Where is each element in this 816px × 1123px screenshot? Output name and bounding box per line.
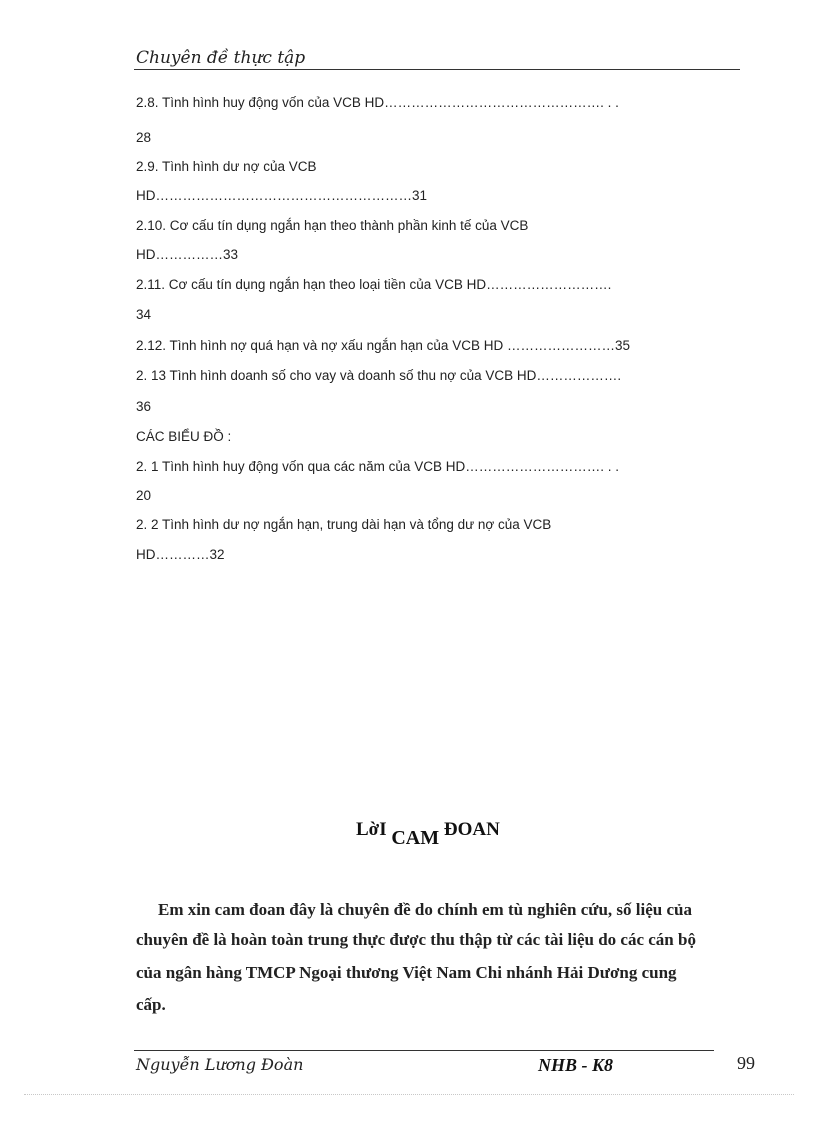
footer-class: NHB - K8 bbox=[538, 1055, 614, 1075]
paragraph-line: Em xin cam đoan đây là chuyên đề do chính em tù nghiên cứu, số liệu của bbox=[158, 900, 692, 919]
toc-heading: CÁC BIỂU ĐỒ : bbox=[136, 429, 232, 444]
toc-line: 2.11. Cơ cấu tín dụng ngắn hạn theo loại tiền của VCB HD………………………. bbox=[136, 277, 612, 292]
footer-author: Nguyễn Lương Đoàn bbox=[136, 1055, 304, 1074]
toc-line: 36 bbox=[136, 399, 152, 414]
toc-line: 2. 1 Tình hình huy động vốn qua các năm của VCB HD…………………………. . . bbox=[136, 459, 619, 474]
header-rule bbox=[134, 69, 740, 70]
section-title-part: ĐOAN bbox=[443, 819, 500, 840]
toc-line: 2. 2 Tình hình dư nợ ngắn hạn, trung dài hạn và tổng dư nợ của VCB bbox=[136, 517, 552, 532]
toc-line: 2.12. Tình hình nợ quá hạn và nợ xấu ngắn hạn của VCB HD ……………………35 bbox=[136, 338, 630, 353]
paragraph-line: chuyên đề là hoàn toàn trung thực được thu thập từ các tài liệu do các cán bộ bbox=[136, 930, 696, 949]
toc-line: 28 bbox=[136, 130, 152, 145]
toc-line: 2.8. Tình hình huy động vốn của VCB HD…………………………………………. . . bbox=[136, 95, 619, 110]
section-title bbox=[356, 818, 500, 849]
header-title: Chuyên đề thực tập bbox=[136, 48, 306, 68]
page-number: 99 bbox=[737, 1053, 755, 1073]
toc-line: 20 bbox=[136, 488, 152, 503]
paragraph-line: của ngân hàng TMCP Ngoại thương Việt Nam Chi nhánh Hải Dương cung bbox=[136, 963, 677, 982]
toc-line: HD…………32 bbox=[136, 547, 225, 562]
section-title-part: CAM bbox=[391, 827, 440, 849]
toc-line: HD…………………………………………………31 bbox=[136, 188, 428, 203]
toc-line: 2. 13 Tình hình doanh số cho vay và doanh số thu nợ của VCB HD………………. bbox=[136, 368, 622, 383]
toc-line: 34 bbox=[136, 307, 152, 322]
toc-line: 2.9. Tình hình dư nợ của VCB bbox=[136, 159, 317, 174]
footer-rule bbox=[134, 1050, 714, 1051]
section-title-part: LờI bbox=[356, 819, 387, 840]
paragraph-line: cấp. bbox=[136, 995, 166, 1014]
page-edge-divider bbox=[24, 1094, 794, 1095]
toc-line: 2.10. Cơ cấu tín dụng ngắn hạn theo thành phần kinh tế của VCB bbox=[136, 218, 529, 233]
toc-line: HD……………33 bbox=[136, 247, 239, 262]
